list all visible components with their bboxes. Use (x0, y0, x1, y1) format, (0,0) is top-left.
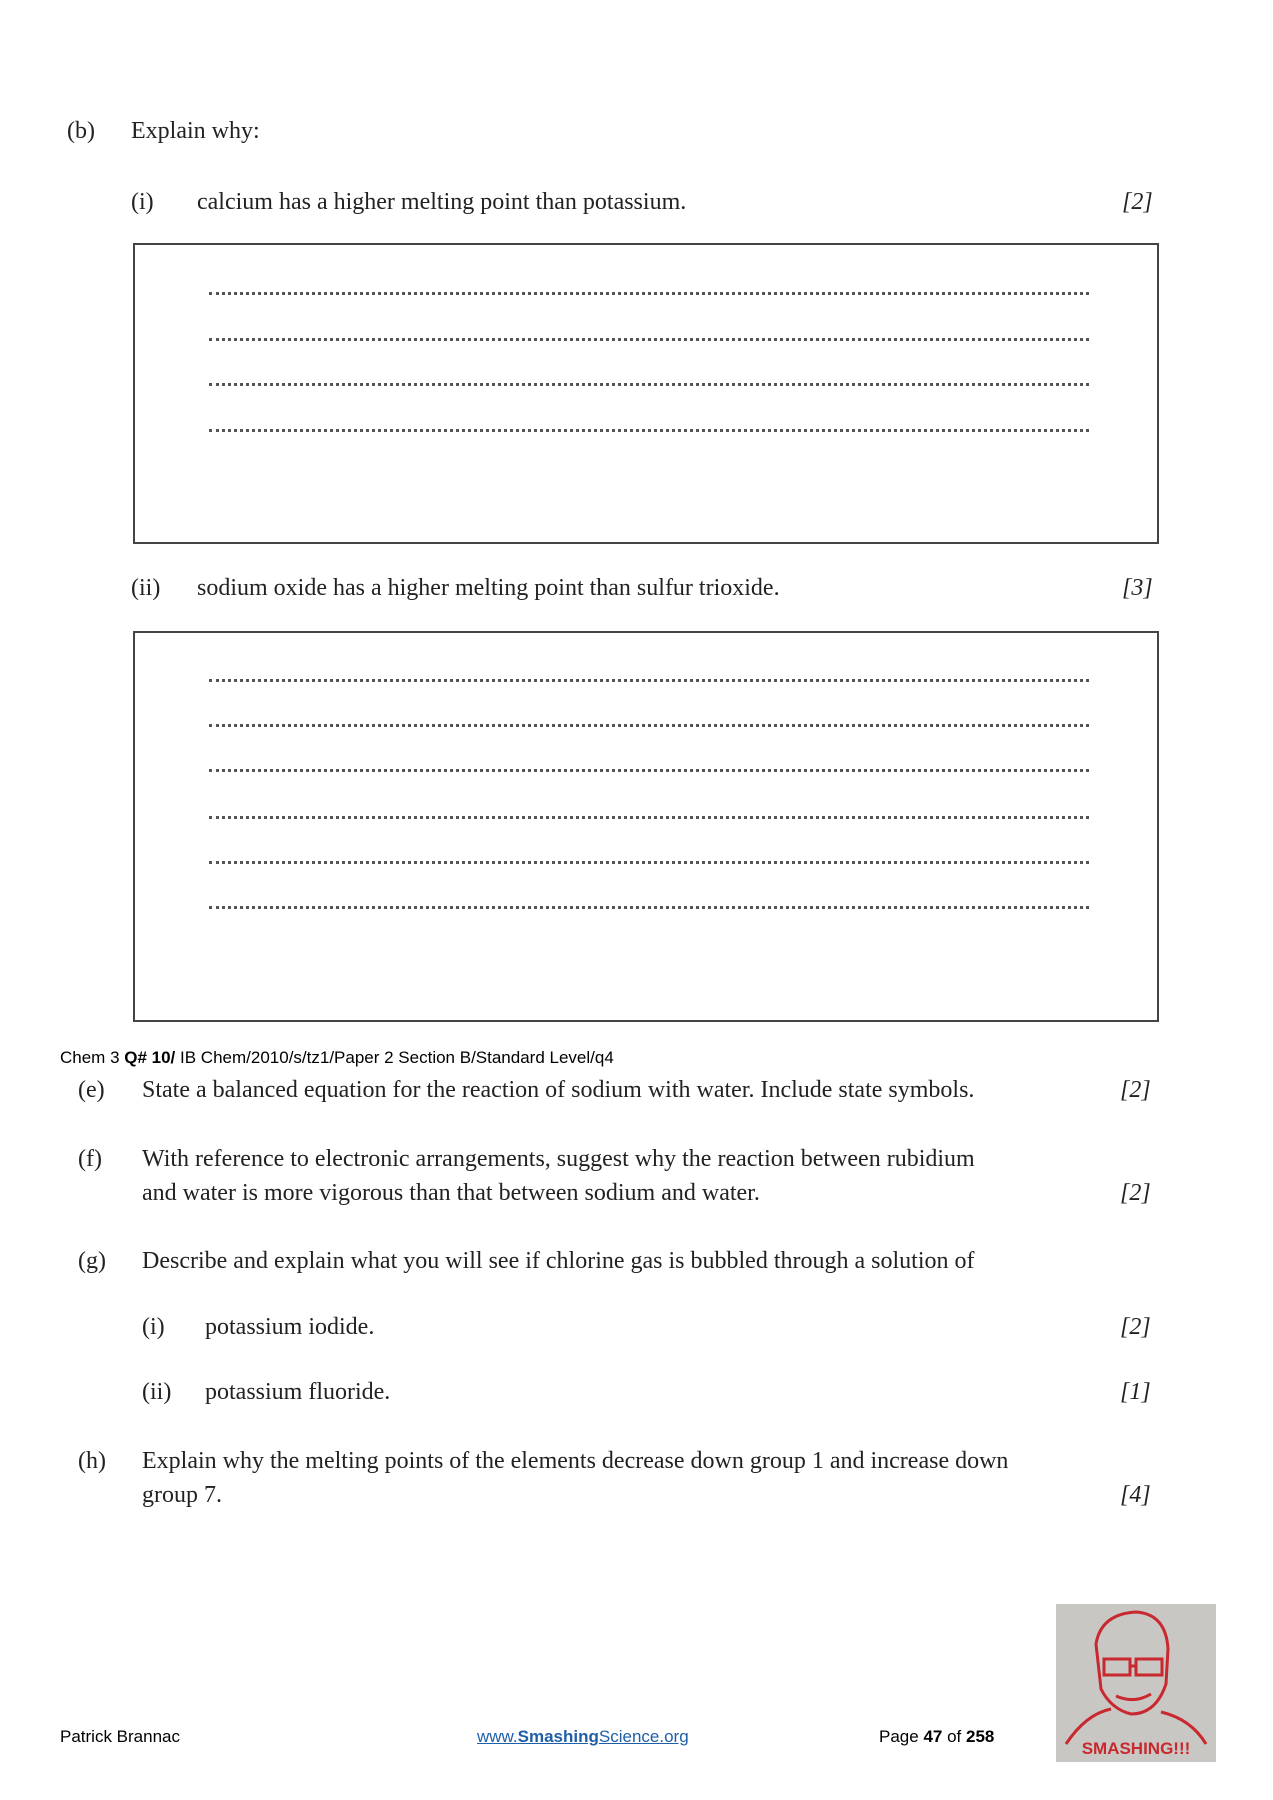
page-total: 258 (965, 1727, 995, 1746)
q-g-ii-text: potassium fluoride. (205, 1379, 391, 1405)
part-b-i-label: (i) (131, 189, 154, 215)
question-number: Q# 10/ (124, 1048, 176, 1067)
answer-box-2[interactable] (133, 631, 1159, 1022)
q-h-text-1: Explain why the melting points of the elements decrease down group 1 and increase down (142, 1448, 1009, 1474)
q-g-ii-marks: [1] (1120, 1379, 1151, 1405)
q-g-ii-label: (ii) (142, 1379, 172, 1405)
footer-page-number (879, 1727, 994, 1747)
page-prefix: Page (879, 1727, 924, 1746)
link-part-bold: Smashing (517, 1727, 599, 1746)
page-current: 47 (923, 1727, 943, 1746)
footer-author: Patrick Brannac (60, 1727, 180, 1746)
q-e-label: (e) (78, 1077, 105, 1103)
q-e-marks: [2] (1120, 1077, 1151, 1103)
q-f-text-2: and water is more vigorous than that between sodium and water. (142, 1180, 760, 1206)
answer-line (209, 679, 1089, 682)
q-h-marks: [4] (1120, 1482, 1151, 1508)
link-part: www. (477, 1727, 518, 1746)
footer-website-link[interactable] (477, 1727, 689, 1747)
answer-line (209, 429, 1089, 432)
answer-line (209, 769, 1089, 772)
source-ref: IB Chem/2010/s/tz1/Paper 2 Section B/Standard Level/q4 (175, 1048, 614, 1067)
q-g-i-label: (i) (142, 1314, 165, 1340)
q-h-text-2: group 7. (142, 1482, 222, 1508)
link-part: Science.org (598, 1727, 689, 1746)
source-reference (60, 1048, 614, 1068)
q-g-i-marks: [2] (1120, 1314, 1151, 1340)
part-b-ii-marks: [3] (1122, 575, 1153, 601)
part-b-ii-text: sodium oxide has a higher melting point than sulfur trioxide. (197, 575, 780, 601)
source-prefix: Chem 3 (60, 1048, 125, 1067)
part-b-i-marks: [2] (1122, 189, 1153, 215)
answer-line (209, 816, 1089, 819)
answer-line (209, 383, 1089, 386)
portrait-sketch-icon (1056, 1604, 1216, 1762)
q-f-marks: [2] (1120, 1180, 1151, 1206)
q-g-text: Describe and explain what you will see if chlorine gas is bubbled through a solution of (142, 1248, 975, 1274)
part-b-i-text: calcium has a higher melting point than potassium. (197, 189, 687, 215)
answer-line (209, 292, 1089, 295)
q-g-label: (g) (78, 1248, 106, 1274)
answer-line (209, 338, 1089, 341)
part-b-text: Explain why: (131, 118, 260, 144)
answer-line (209, 724, 1089, 727)
page-of: of (942, 1727, 966, 1746)
q-e-text: State a balanced equation for the reaction of sodium with water. Include state symbols. (142, 1077, 975, 1103)
part-b-ii-label: (ii) (131, 575, 161, 601)
q-g-i-text: potassium iodide. (205, 1314, 375, 1340)
part-b-label: (b) (67, 118, 95, 144)
svg-text:SMASHING!!!: SMASHING!!! (1081, 1739, 1191, 1758)
answer-box-1[interactable] (133, 243, 1159, 544)
q-f-label: (f) (78, 1146, 102, 1172)
answer-line (209, 861, 1089, 864)
smashing-logo (1056, 1604, 1216, 1762)
q-h-label: (h) (78, 1448, 106, 1474)
q-f-text-1: With reference to electronic arrangements, suggest why the reaction between rubidium (142, 1146, 975, 1172)
answer-line (209, 906, 1089, 909)
